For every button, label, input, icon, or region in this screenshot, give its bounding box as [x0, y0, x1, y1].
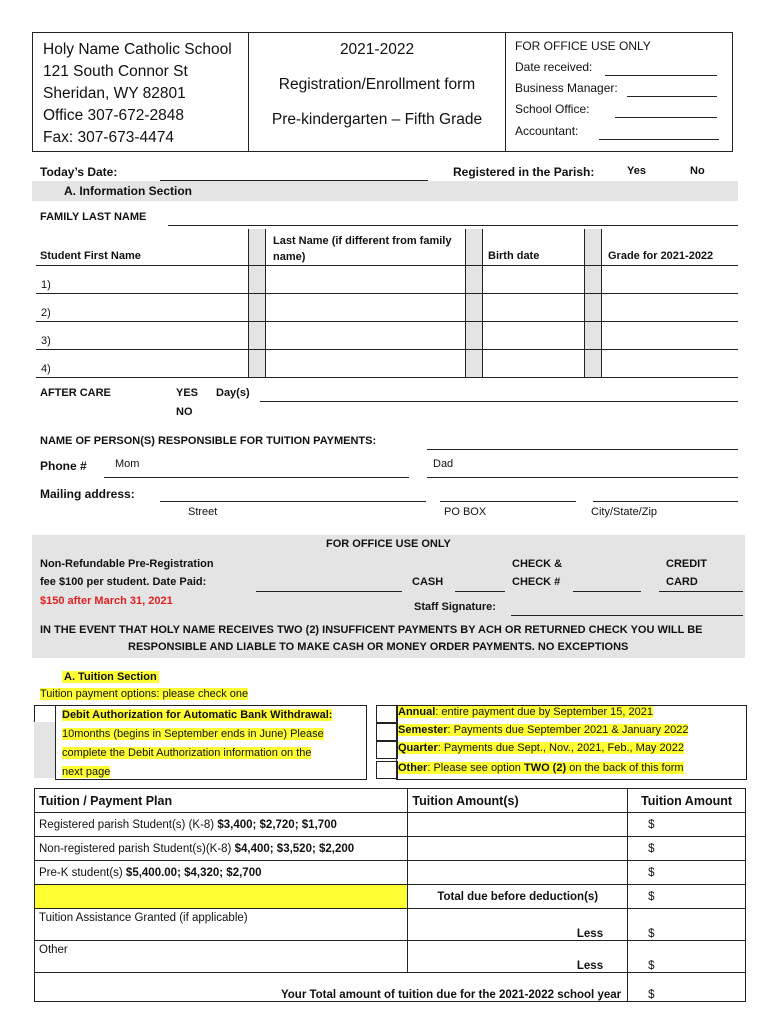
annual-option: Annual: entire payment due by September 15, 2021 [398, 706, 653, 718]
mailing-label: Mailing address: [40, 487, 135, 501]
responsible-label: NAME OF PERSON(S) RESPONSIBLE FOR TUITION PAYMENTS: [40, 435, 377, 447]
table-row: Pre-K student(s) $5,400.00; $4,320; $2,700 $ [35, 861, 746, 885]
tuition-amount-cell[interactable] [408, 813, 628, 837]
quarter-option: Quarter: Payments due Sept., Nov., 2021, Feb., May 2022 [398, 742, 684, 754]
total-before-label: Total due before deduction(s) [408, 885, 628, 909]
staff-signature-label: Staff Signature: [414, 601, 496, 613]
other-deduction-label: Other [35, 941, 408, 973]
info-section-title: A. Information Section [64, 184, 193, 198]
col-birth-date: Birth date [488, 250, 540, 262]
table-row: Registered parish Student(s) (K-8) $3,400; $2,720; $1,700 $ [35, 813, 746, 837]
mailing-city-field[interactable] [593, 501, 738, 502]
debit-shade [34, 722, 55, 778]
accountant-label: Accountant: [515, 124, 579, 138]
total-before-field[interactable]: $ [628, 885, 746, 909]
col-last-name: Last Name (if different from family name) [273, 235, 452, 263]
table-shade-col [584, 229, 601, 377]
credit-label-1: CREDIT [666, 558, 707, 570]
table-row[interactable]: 3) [41, 335, 51, 347]
table-row [35, 885, 746, 909]
street-caption: Street [188, 506, 218, 518]
pobox-caption: PO BOX [444, 506, 487, 518]
col-student-first: Student First Name [40, 250, 141, 262]
col-grade: Grade for 2021-2022 [608, 250, 714, 262]
family-last-name-label: FAMILY LAST NAME [40, 211, 147, 223]
tuition-amount-cell[interactable] [408, 837, 628, 861]
tuition-amount-field[interactable]: $ [628, 813, 746, 837]
office-box-title: FOR OFFICE USE ONLY [326, 538, 451, 550]
parish-yes-option[interactable]: Yes [627, 165, 646, 177]
check-label-1: CHECK & [512, 558, 563, 570]
accountant-field[interactable] [599, 139, 719, 140]
date-paid-field[interactable] [256, 591, 402, 592]
after-care-days-field[interactable] [260, 401, 738, 402]
tuition-options-label: Tuition payment options: please check one [40, 688, 249, 700]
annual-checkbox[interactable] [376, 705, 398, 723]
business-manager-field[interactable] [627, 96, 717, 97]
phone-mom-field[interactable] [104, 477, 409, 478]
tuition-section-title: A. Tuition Section [64, 671, 157, 683]
fee-line-2: fee $100 per student. Date Paid: [40, 576, 207, 588]
debit-checkbox[interactable] [34, 705, 56, 723]
credit-label-2: CARD [666, 576, 698, 588]
debit-line-3: complete the Debit Authorization information on the [62, 747, 312, 759]
fee-line-1: Non-Refundable Pre-Registration [40, 558, 214, 570]
tuition-amounts-header: Tuition Amount(s) [408, 789, 628, 813]
semester-checkbox[interactable] [376, 723, 398, 741]
parish-no-option[interactable]: No [690, 165, 705, 177]
mailing-street-field[interactable] [160, 501, 426, 502]
cash-field[interactable] [455, 591, 505, 592]
check-number-field[interactable] [573, 591, 641, 592]
credit-card-field[interactable] [659, 591, 743, 592]
todays-date-label: Today’s Date: [40, 165, 118, 179]
family-last-name-field[interactable] [168, 225, 738, 226]
table-row[interactable]: 2) [41, 307, 51, 319]
table-shade-col [248, 229, 265, 377]
after-care-no[interactable]: NO [176, 406, 193, 418]
date-received-field[interactable] [605, 75, 717, 76]
table-row[interactable]: 1) [41, 279, 51, 291]
tuition-table [34, 788, 746, 1002]
tuition-amount-field[interactable]: $ [628, 837, 746, 861]
form-title: Registration/Enrollment form [278, 76, 476, 93]
table-row [35, 909, 746, 941]
phone-dad-label: Dad [433, 458, 454, 470]
date-received-label: Date received: [515, 60, 593, 74]
registered-parish-label: Registered in the Parish: [453, 165, 595, 179]
school-office-field[interactable] [615, 117, 717, 118]
grade-range: Pre-kindergarten – Fifth Grade [271, 111, 483, 128]
less-label: Less [408, 941, 628, 973]
tuition-amount-cell[interactable] [408, 861, 628, 885]
phone-mom-label: Mom [115, 458, 140, 470]
other-checkbox[interactable] [376, 761, 398, 779]
table-row: Non-registered parish Student(s)(K-8) $4,400; $3,520; $2,200 $ [35, 837, 746, 861]
debit-line-2: 10months (begins in September ends in June) Please [62, 728, 324, 740]
other-deduction-field[interactable]: $ [628, 941, 746, 973]
assistance-label: Tuition Assistance Granted (if applicable) [35, 909, 408, 941]
quarter-checkbox[interactable] [376, 741, 398, 759]
school-office-phone: Office 307-672-2848 [43, 107, 185, 124]
phone-label: Phone # [40, 459, 87, 473]
total-final-label: Your Total amount of tuition due for the 2021-2022 school year [35, 973, 628, 1002]
assistance-field[interactable]: $ [628, 909, 746, 941]
table-row [35, 941, 746, 973]
warning-line-1: IN THE EVENT THAT HOLY NAME RECEIVES TWO (2) INSUFFICENT PAYMENTS BY ACH OR RETURNED CHECK YOU WILL BE [40, 624, 703, 636]
total-final-field[interactable]: $ [628, 973, 746, 1002]
form-title-block [249, 33, 506, 151]
school-name: Holy Name Catholic School [43, 41, 232, 58]
school-street: 121 South Connor St [43, 63, 188, 80]
school-address [33, 33, 249, 151]
school-office-label: School Office: [515, 102, 590, 116]
phone-dad-field[interactable] [427, 477, 738, 478]
responsible-field[interactable] [427, 449, 738, 450]
business-manager-label: Business Manager: [515, 81, 618, 95]
semester-option: Semester: Payments due September 2021 & January 2022 [398, 724, 689, 736]
debit-option-text [62, 706, 332, 782]
debit-line-4: next page [62, 766, 111, 778]
school-year: 2021-2022 [339, 41, 415, 58]
cash-label: CASH [412, 576, 444, 588]
check-label-2: CHECK # [512, 576, 561, 588]
mailing-pobox-field[interactable] [440, 501, 576, 502]
less-label: Less [408, 909, 628, 941]
table-row[interactable]: 4) [41, 363, 51, 375]
late-fee-text: $150 after March 31, 2021 [40, 595, 173, 607]
city-caption: City/State/Zip [591, 506, 658, 518]
header-box [32, 32, 733, 152]
tuition-amount-header: Tuition Amount [628, 789, 746, 813]
table-row [35, 973, 746, 1002]
office-use-block [505, 33, 732, 151]
office-use-title: FOR OFFICE USE ONLY [515, 39, 651, 53]
other-option: Other: Please see option TWO (2) on the back of this form [398, 762, 684, 774]
debit-title: Debit Authorization for Automatic Bank Withdrawal: [62, 709, 333, 721]
tuition-amount-field[interactable]: $ [628, 861, 746, 885]
school-fax: Fax: 307-673-4474 [43, 129, 174, 146]
after-care-yes[interactable]: YES [176, 387, 199, 399]
school-city: Sheridan, WY 82801 [43, 85, 186, 102]
after-care-label: AFTER CARE [40, 387, 111, 399]
warning-line-2: RESPONSIBLE AND LIABLE TO MAKE CASH OR MONEY ORDER PAYMENTS. NO EXCEPTIONS [128, 641, 629, 653]
staff-signature-field[interactable] [511, 615, 743, 616]
after-care-days-label: Day(s) [216, 387, 250, 399]
tuition-plan-header: Tuition / Payment Plan [35, 789, 408, 813]
table-shade-col [465, 229, 482, 377]
